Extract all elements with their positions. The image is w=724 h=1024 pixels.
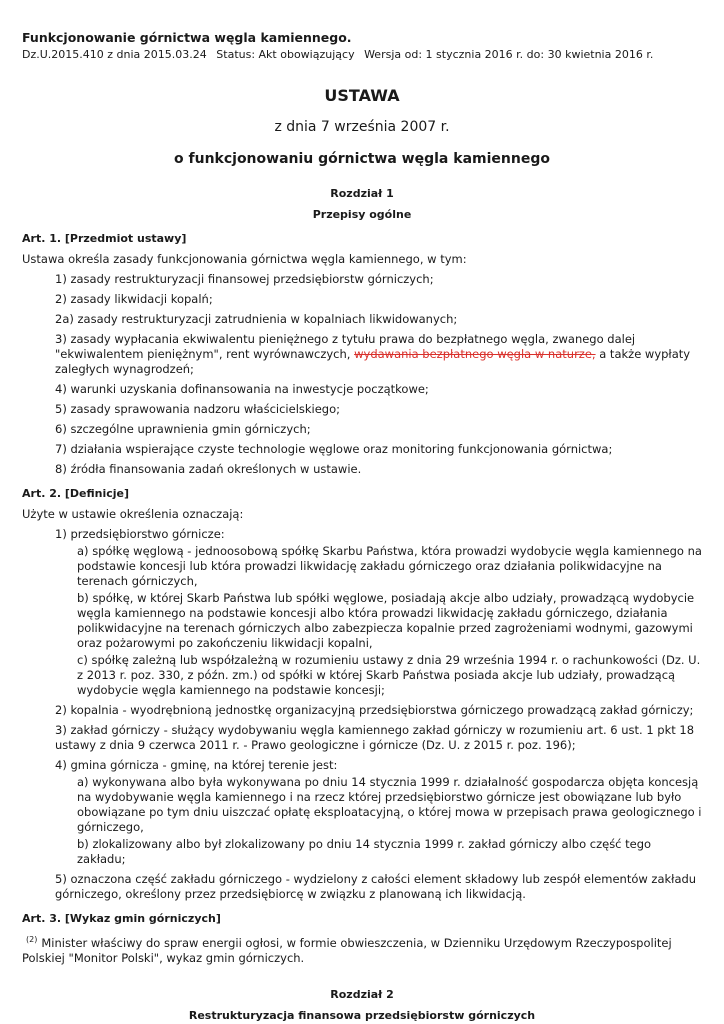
journal-reference: Dz.U.2015.410 z dnia 2015.03.24 [22, 48, 207, 61]
article-1-item-6: 6) szczególne uprawnienia gmin górniczych; [55, 422, 311, 436]
chapter-2-title: Restrukturyzacja finansowa przedsiębiorstw górniczych [188, 1008, 536, 1022]
act-date: z dnia 7 września 2007 r. [274, 119, 450, 135]
version-label: Wersja od: 1 stycznia 2016 r. do: 30 kwietnia 2016 r. [364, 48, 654, 61]
article-1-item-5: 5) zasady sprawowania nadzoru właścicielskiego; [55, 402, 341, 416]
act-type: USTAWA [324, 86, 400, 105]
document-title: Funkcjonowanie górnictwa węgla kamiennego. [22, 30, 352, 45]
chapter-1-label: Rozdział 1 [330, 187, 394, 200]
repealed-text: wydawania bezpłatnego węgla w naturze, [354, 347, 596, 361]
article-3-text [22, 932, 702, 966]
article-2-item-3: 3) zakład górniczy - służący wydobywaniu węgla kamiennego zakład górniczy w rozumieniu art. 6 ust. 1 pkt 18 ustawy z dnia 9 czerwca 2011 r. - Prawo geologiczne i górnicze (Dz. U. z 2015 r. poz. 196); [55, 723, 695, 752]
article-1-intro: Ustawa określa zasady funkcjonowania górnictwa węgla kamiennego, w tym: [22, 252, 467, 266]
article-2-item-1b: b) spółkę, w której Skarb Państwa lub spółki węglowe, posiadają akcje albo udziały, prowadzącą wydobycie węgla kamiennego na podstawie koncesji albo która prowadzi likwidację zakładu górniczego, działania polikwidacyjne na terenach górniczych albo zabezpiecza kopalnie przed zagrożeniami wodnymi, gazowymi oraz pożarowymi po zakończeniu likwidacji kopalni, [77, 591, 695, 650]
act-subject: o funkcjonowaniu górnictwa węgla kamiennego [174, 151, 550, 167]
article-1-heading: Art. 1. [Przedmiot ustawy] [22, 232, 187, 245]
article-1-item-3-text-end: a także wypłaty zaległych wynagrodzeń; [55, 347, 691, 376]
article-1-item-7: 7) działania wspierające czyste technologie węglowe oraz monitoring funkcjonowania górnictwa; [55, 442, 613, 456]
chapter-2-label: Rozdział 2 [330, 987, 394, 1001]
document-meta [22, 48, 702, 62]
article-3-body: Minister właściwy do spraw energii ogłosi, w formie obwieszczenia, w Dzienniku Urzędowym Rzeczypospolitej Polskiej "Monitor Polski", wykaz gmin górniczych. [22, 935, 672, 965]
article-1-item-1: 1) zasady restrukturyzacji finansowej przedsiębiorstw górniczych; [55, 272, 434, 286]
status-label: Status: Akt obowiązujący [216, 48, 355, 61]
article-1-item-8: 8) źródła finansowania zadań określonych w ustawie. [55, 462, 362, 476]
article-2-item-1a: a) spółkę węglową - jednoosobową spółkę Skarbu Państwa, która prowadzi wydobycie węgla kamiennego na podstawie koncesji lub która prowadzi likwidację zakładu górniczego oraz działania polikwidacyjne na terenach górniczych, [77, 544, 702, 588]
article-2-item-4a: a) wykonywana albo była wykonywana po dniu 14 stycznia 1999 r. działalność gospodarcza objęta koncesją na wydobywanie węgla kamiennego i na rzecz której przedsiębiorstwo górnicze jest obowiązane lub było obowiązane po tym dniu uiszczać opłatę eksploatacyjną, o której mowa w przepisach prawa geologicznego i górniczego, [77, 775, 702, 834]
article-2-heading: Art. 2. [Definicje] [22, 487, 130, 500]
article-1-item-2a: 2a) zasady restrukturyzacji zatrudnienia w kopalniach likwidowanych; [55, 312, 458, 326]
footnote-marker: (2) [26, 935, 38, 944]
article-1-item-3-text: 3) zasady wypłacania ekwiwalentu pieniężnego z tytułu prawa do bezpłatnego węgla, zwanego dalej "ekwiwalentem pieniężnym", rent wyrównawczych, [55, 332, 636, 361]
article-2-item-4: 4) gmina górnicza - gminę, na której terenie jest: [55, 758, 338, 772]
article-2-item-1c: c) spółkę zależną lub współzależną w rozumieniu ustawy z dnia 29 września 1994 r. o rachunkowości (Dz. U. z 2013 r. poz. 330, z późn. zm.) od spółki w której Skarb Państwa posiada akcje lub udziały, prowadzącą wydobycie węgla kamiennego na podstawie koncesji; [77, 653, 701, 697]
article-2-intro: Użyte w ustawie określenia oznaczają: [22, 507, 244, 521]
article-1-item-3 [22, 332, 702, 377]
article-3-heading: Art. 3. [Wykaz gmin górniczych] [22, 912, 221, 925]
article-2-item-1: 1) przedsiębiorstwo górnicze: [55, 527, 225, 541]
article-2-item-5: 5) oznaczona część zakładu górniczego - wydzielony z całości element składowy lub zespół elementów zakładu górniczego, określony przez przedsiębiorcę w związku z planowaną ich likwidacją. [55, 872, 697, 901]
chapter-1-title: Przepisy ogólne [312, 208, 412, 221]
document-page [22, 30, 702, 1023]
article-2-item-4b: b) zlokalizowany albo był zlokalizowany po dniu 14 stycznia 1999 r. zakład górniczy albo część tego zakładu; [77, 837, 652, 866]
article-2-item-2: 2) kopalnia - wyodrębnioną jednostkę organizacyjną przedsiębiorstwa górniczego prowadzącą zakład górniczy; [55, 703, 694, 717]
article-1-item-2: 2) zasady likwidacji kopalń; [55, 292, 213, 306]
article-1-item-4: 4) warunki uzyskania dofinansowania na inwestycje początkowe; [55, 382, 429, 396]
